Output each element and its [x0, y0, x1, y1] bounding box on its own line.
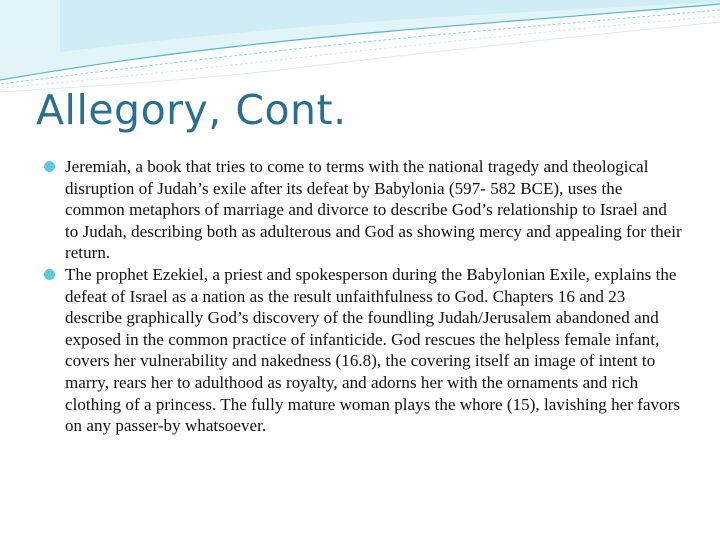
bullet-dot-icon: [44, 269, 55, 280]
bullet-item-ezekiel: [44, 264, 684, 437]
bullet-list: [44, 156, 684, 437]
bullet-text: The prophet Ezekiel, a priest and spokesperson during the Babylonian Exile, explains the defeat of Israel as a nation as the result unfaithfulness to God. Chapters 16 and 23 describe graphically God’s discovery of the foundling Judah/Jerusalem abandoned and exposed in the common practice of infanticide. God rescues the helpless female infant, covers her vulnerability and nakedness (16.8), the covering itself an image of intent to marry, rears her to adulthood as royalty, and adorns her with the ornaments and rich clothing of a princess. The fully mature woman plays the whore (15), lavishing her favors on any passer-by whatsoever.: [65, 264, 681, 436]
bullet-item-jeremiah: [44, 156, 684, 264]
slide-title: Allegory, Cont.: [36, 86, 347, 134]
bullet-dot-icon: [44, 161, 55, 172]
bullet-text: Jeremiah, a book that tries to come to terms with the national tragedy and theological disruption of Judah’s exile after its defeat by Babylonia (597- 582 BCE), uses the common metaphors of marriage and divorce to describe God’s relationship to Israel and to Judah, describing both as adulterous and God as showing mercy and appealing for their return.: [65, 157, 682, 263]
